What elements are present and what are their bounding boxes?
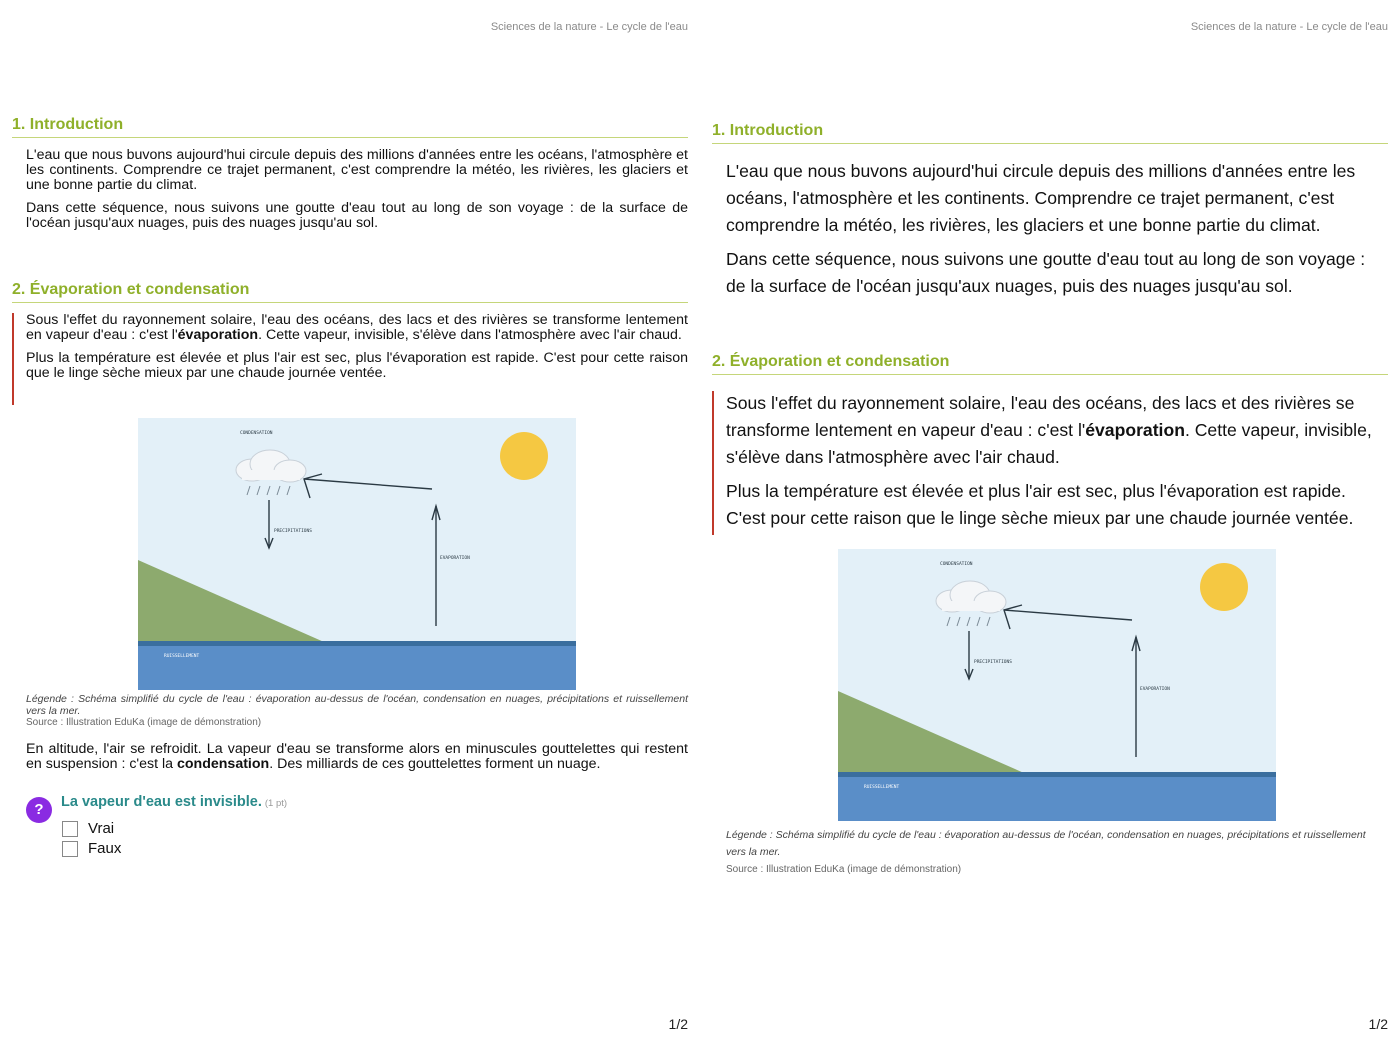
figure	[138, 418, 576, 690]
precipitations-label: PRECIPITATIONS	[974, 660, 1012, 665]
evaporation-label: EVAPORATION	[440, 556, 470, 561]
sun-icon	[1200, 563, 1248, 611]
option-label: Vrai	[88, 820, 115, 837]
text: En altitude, l'air se refroidit. La vapeur d'eau se transforme alors en minuscules gouttelettes qui restent en suspension : c'est la	[26, 741, 688, 772]
paragraph	[26, 742, 688, 772]
condensation-label: CONDENSATION	[240, 431, 273, 436]
paragraph: L'eau que nous buvons aujourd'hui circule depuis des millions d'années entre les océans, l'atmosphère et les continents. Comprendre ce trajet permanent, c'est comprendre la météo, les rivières, les glaciers et une bonne partie du climat.	[726, 161, 1356, 235]
option-label: Faux	[88, 840, 122, 857]
text: Sous l'effet du rayonnement solaire, l'eau des océans, des lacs et des rivières se transforme lentement en vapeur d'eau : c'est l'	[726, 393, 1355, 440]
page-number: 1/2	[1368, 1016, 1388, 1032]
quiz-question-text: La vapeur d'eau est invisible.	[61, 794, 262, 810]
ruissellement-label: RUISSELLEMENT	[864, 785, 900, 790]
water-cycle-diagram	[138, 418, 576, 690]
text: . Cette vapeur, invisible, s'élève dans l'atmosphère avec l'air chaud.	[258, 327, 682, 343]
bold-term: condensation	[176, 756, 270, 772]
quiz-question-icon: ?	[26, 797, 52, 823]
text: Sous l'effet du rayonnement solaire, l'eau des océans, des lacs et des rivières se transforme lentement en vapeur d'eau : c'est l'	[26, 312, 688, 343]
figure	[838, 549, 1276, 821]
checkbox[interactable]	[62, 841, 78, 857]
paragraph: Dans cette séquence, nous suivons une goutte d'eau tout au long de son voyage : de la surface de l'océan jusqu'aux nuages, puis des nuages jusqu'au sol.	[726, 249, 1366, 296]
evaporation-text	[726, 390, 1388, 539]
section-title-evaporation: 2. Évaporation et condensation	[12, 281, 688, 303]
figure-source: Source : Illustration EduKa (image de démonstration)	[726, 864, 962, 875]
bold-term: évaporation	[1085, 420, 1185, 440]
sea-surface	[138, 641, 576, 646]
page-right	[700, 0, 1400, 1050]
text: . Des milliards de ces gouttelettes forment un nuage.	[269, 756, 601, 772]
quiz-option-faux[interactable]	[62, 840, 121, 857]
running-header: Sciences de la nature - Le cycle de l'eau	[490, 21, 688, 33]
quiz-points: (1 pt)	[264, 798, 288, 809]
sea	[838, 773, 1276, 821]
figure-caption: Légende : Schéma simplifié du cycle de l'eau : évaporation au-dessus de l'océan, condensation en nuages, précipitations et ruissellement vers la mer.	[26, 693, 688, 717]
page-number: 1/2	[668, 1016, 688, 1032]
side-bar	[12, 313, 14, 405]
text: . Cette vapeur, invisible, s'élève dans l'atmosphère avec l'air chaud.	[726, 420, 1372, 467]
paragraph: Dans cette séquence, nous suivons une goutte d'eau tout au long de son voyage : de la surface de l'océan jusqu'aux nuages, puis des nuages jusqu'au sol.	[26, 200, 688, 231]
condensation-text	[26, 742, 688, 780]
condensation-label: CONDENSATION	[940, 562, 973, 567]
side-bar	[712, 391, 714, 535]
sun-icon	[500, 432, 548, 480]
section-title-evaporation: 2. Évaporation et condensation	[712, 353, 1388, 375]
paragraph: Plus la température est élevée et plus l'air est sec, plus l'évaporation est rapide. C'est pour cette raison que le linge sèche mieux par une chaude journée ventée.	[726, 481, 1354, 528]
precipitations-label: PRECIPITATIONS	[274, 529, 312, 534]
paragraph: L'eau que nous buvons aujourd'hui circule depuis des millions d'années entre les océans, l'atmosphère et les continents. Comprendre ce trajet permanent, c'est comprendre la météo, les rivières, les glaciers et une bonne partie du climat.	[26, 147, 688, 193]
paragraph: Plus la température est élevée et plus l'air est sec, plus l'évaporation est rapide. C'est pour cette raison que le linge sèche mieux par une chaude journée ventée.	[26, 350, 688, 381]
checkbox[interactable]	[62, 821, 78, 837]
introduction-text	[26, 148, 688, 239]
running-header: Sciences de la nature - Le cycle de l'eau	[1190, 21, 1388, 33]
sea	[138, 642, 576, 690]
figure-caption: Légende : Schéma simplifié du cycle de l'eau : évaporation au-dessus de l'océan, condensation en nuages, précipitations et ruissellement vers la mer.	[726, 829, 1366, 858]
evaporation-label: EVAPORATION	[1140, 687, 1170, 692]
section-title-introduction: 1. Introduction	[12, 116, 688, 138]
paragraph	[26, 313, 688, 343]
section-title-introduction: 1. Introduction	[712, 122, 1388, 144]
ruissellement-label: RUISSELLEMENT	[164, 654, 200, 659]
sea-surface	[838, 772, 1276, 777]
figure-source: Source : Illustration EduKa (image de démonstration)	[26, 717, 262, 728]
paragraph	[726, 390, 1388, 471]
evaporation-text	[26, 313, 688, 389]
water-cycle-diagram	[838, 549, 1276, 821]
introduction-text	[726, 158, 1388, 307]
quiz-question	[61, 794, 287, 810]
quiz-option-vrai[interactable]	[62, 820, 114, 837]
bold-term: évaporation	[177, 327, 259, 343]
